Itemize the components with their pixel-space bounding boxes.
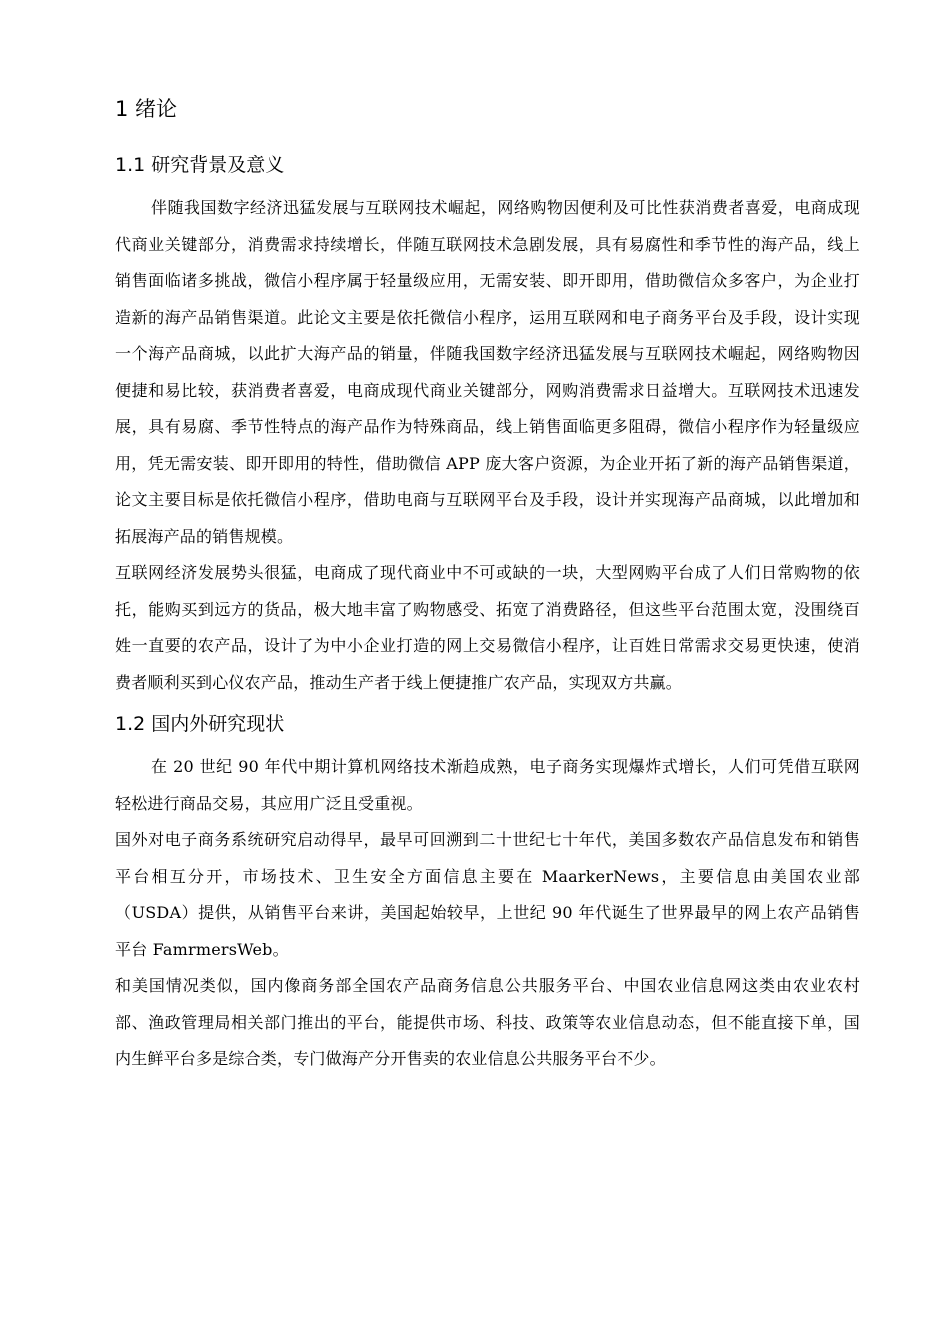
paragraph-status-3: 和美国情况类似，国内像商务部全国农产品商务信息公共服务平台、中国农业信息网这类由农业农村部、渔政管理局相关部门推出的平台，能提供市场、科技、政策等农业信息动态，但不能直接下单，国内生鲜平台多是综合类，专门做海产分开售卖的农业信息公共服务平台不少。 <box>115 976 860 1068</box>
paragraph-background-1: 伴随我国数字经济迅猛发展与互联网技术崛起，网络购物因便利及可比性获消费者喜爱，电商成现代商业关键部分，消费需求持续增长，伴随互联网技术急剧发展，具有易腐性和季节性的海产品，线上销售面临诸多挑战，微信小程序属于轻量级应用，无需安装、即开即用，借助微信众多客户，为企业打造新的海产品销售渠道。此论文主要是依托微信小程序，运用互联网和电子商务平台及手段，设计实现一个海产品商城，以此扩大海产品的销量，伴随我国数字经济迅猛发展与互联网技术崛起，网络购物因便捷和易比较，获消费者喜爱，电商成现代商业关键部分，网购消费需求日益增大。互联网技术迅速发展，具有易腐、季节性特点的海产品作为特殊商品，线上销售面临更多阻碍，微信小程序作为轻量级应用，凭无需安装、即开即用的特性，借助微信 APP 庞大客户资源，为企业开拓了新的海产品销售渠道，论文主要目标是依托微信小程序，借助电商与互联网平台及手段，设计并实现海产品商城，以此增加和拓展海产品的销售规模。 <box>115 198 860 546</box>
section-title-background: 1.1 研究背景及意义 <box>115 154 285 176</box>
page-content <box>115 92 860 1078</box>
paragraph-status-1: 在 20 世纪 90 年代中期计算机网络技术渐趋成熟，电子商务实现爆炸式增长，人们可凭借互联网轻松进行商品交易，其应用广泛且受重视。 <box>115 757 860 813</box>
paragraph-background-2: 互联网经济发展势头很猛，电商成了现代商业中不可或缺的一块，大型网购平台成了人们日常购物的依托，能购买到远方的货品，极大地丰富了购物感受、拓宽了消费路径，但这些平台范围太宽，没围绕百姓一直要的农产品，设计了为中小企业打造的网上交易微信小程序，让百姓日常需求交易更快速，使消费者顺利买到心仪农产品，推动生产者于线上便捷推广农产品，实现双方共赢。 <box>115 563 860 692</box>
chapter-title: 1 绪论 <box>115 97 178 121</box>
paragraph-status-2: 国外对电子商务系统研究启动得早，最早可回溯到二十世纪七十年代，美国多数农产品信息发布和销售平台相互分开，市场技术、卫生安全方面信息主要在 MaarkerNews，主要信息由美国农业部（USDA）提供，从销售平台来讲，美国起始较早，上世纪 90 年代诞生了世界最早的网上农产品销售平台 FamrmersWeb。 <box>115 830 860 959</box>
section-title-research-status: 1.2 国内外研究现状 <box>115 713 285 735</box>
